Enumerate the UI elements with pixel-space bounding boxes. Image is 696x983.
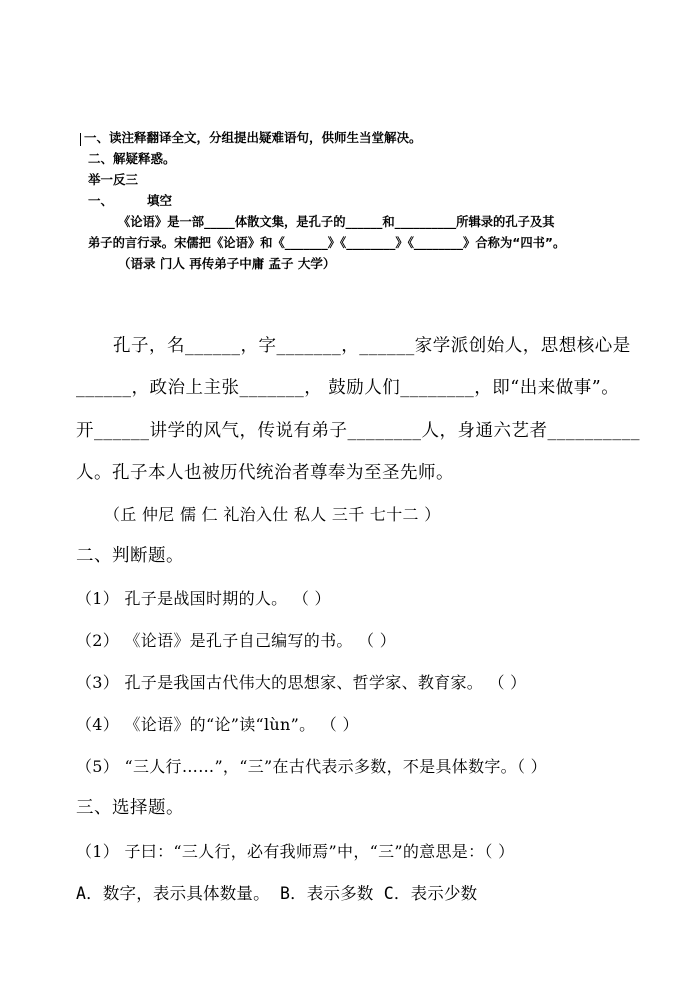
instruction-line-2: 二、解疑释惑。 xyxy=(88,151,176,166)
choice-options-1: A．数字，表示具体数量。 B．表示多数 C．表示少数 xyxy=(76,884,478,903)
choice-question-1: （1） 子曰：“三人行，必有我师焉”中，“三”的意思是：（ ） xyxy=(76,842,515,861)
judge-heading: 二、判断题。 xyxy=(76,546,184,566)
judge-item-3: （3） 孔子是我国古代伟大的思想家、哲学家、教育家。 （ ） xyxy=(76,673,527,692)
judge-item-2: （2） 《论语》是孔子自己编写的书。 （ ） xyxy=(76,631,397,650)
fill-section-number: 一、 xyxy=(88,193,114,208)
confucius-fill-line-2: ______，政治上主张_______， 鼓励人们________，即“出来做事”。 xyxy=(76,378,620,398)
fill-section-title: 填空 xyxy=(147,193,173,208)
lunyu-answer-line: （语录 门人 再传弟子中庸 孟子 大学） xyxy=(118,256,336,271)
judge-item-4: （4） 《论语》的“论”读“lùn”。 （ ） xyxy=(76,715,359,734)
judge-item-5: （5） “三人行……”，“三”在古代表示多数，不是具体数字。（ ） xyxy=(76,757,547,776)
confucius-fill-line-4: 人。孔子本人也被历代统治者尊奉为至圣先师。 xyxy=(76,463,454,483)
confucius-answer-line: （丘 仲尼 儒 仁 礼治入仕 私人 三千 七十二 ） xyxy=(104,505,441,524)
instruction-line-3: 举一反三 xyxy=(88,172,139,187)
instruction-line-1: 一、读注释翻译全文，分组提出疑难语句，供师生当堂解决。 xyxy=(84,130,422,145)
lunyu-fill-line-1: 《论语》是一部_____体散文集，是孔子的______和__________所辑录的孔子及其 xyxy=(118,215,555,229)
confucius-fill-line-1: 孔子，名______，字_______，______家学派创始人，思想核心是 xyxy=(113,336,631,356)
confucius-fill-line-3: 开______讲学的风气，传说有弟子________人，身通六艺者__________ xyxy=(76,421,640,441)
choice-heading: 三、选择题。 xyxy=(76,798,184,818)
judge-item-1: （1） 孔子是战国时期的人。 （ ） xyxy=(76,589,331,608)
text-cursor xyxy=(80,133,81,146)
lunyu-fill-line-2: 弟子的言行录。宋儒把《论语》和《_______》《________》《________》合称为“四书”。 xyxy=(88,236,566,250)
